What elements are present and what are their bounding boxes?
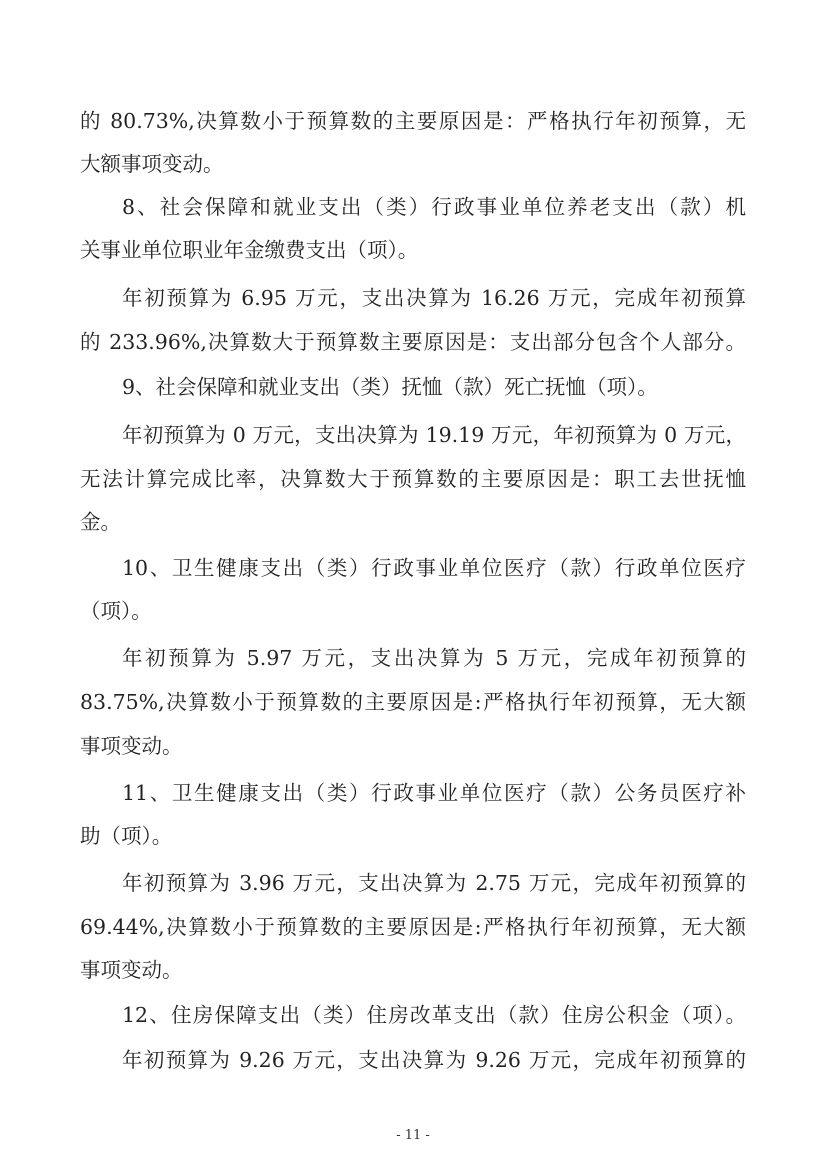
text-line: 年初预算为 0 万元，支出决算为 19.19 万元，年初预算为 0 万元， [122,423,746,447]
text-line: 69.44%,决算数小于预算数的主要原因是:严格执行年初预算，无大额 [80,915,746,939]
text-line: 事项变动。 [80,958,183,982]
text-line: 年初预算为 9.26 万元，支出决算为 9.26 万元，完成年初预算的 [122,1048,746,1072]
page-number: - 11 - [396,1128,430,1143]
text-line: 助（项）。 [80,824,173,848]
text-line: 年初预算为 5.97 万元，支出决算为 5 万元，完成年初预算的 [122,646,746,670]
text-line: 的 80.73%,决算数小于预算数的主要原因是：严格执行年初预算，无 [80,109,746,133]
text-line: 83.75%,决算数小于预算数的主要原因是:严格执行年初预算，无大额 [80,690,746,714]
text-line: 10、卫生健康支出（类）行政事业单位医疗（款）行政单位医疗 [122,556,746,580]
text-line: 8、社会保障和就业支出（类）行政事业单位养老支出（款）机 [122,195,746,219]
text-line: 事项变动。 [80,734,183,758]
text-line: 的 233.96%,决算数大于预算数主要原因是：支出部分包含个人部分。 [80,330,746,354]
text-line: 金。 [80,510,121,534]
text-line: 关事业单位职业年金缴费支出（项）。 [80,238,419,262]
text-line: 年初预算为 6.95 万元，支出决算为 16.26 万元，完成年初预算 [122,286,746,310]
text-line: 12、住房保障支出（类）住房改革支出（款）住房公积金（项）。 [122,1003,746,1027]
text-line: 大额事项变动。 [80,152,224,176]
text-line: 无法计算完成比率，决算数大于预算数的主要原因是：职工去世抚恤 [80,467,746,491]
text-line: （项）。 [80,599,152,623]
text-line: 年初预算为 3.96 万元，支出决算为 2.75 万元，完成年初预算的 [122,871,746,895]
text-line: 11、卫生健康支出（类）行政事业单位医疗（款）公务员医疗补 [122,781,746,805]
text-line: 9、社会保障和就业支出（类）抚恤（款）死亡抚恤（项）。 [122,375,658,399]
